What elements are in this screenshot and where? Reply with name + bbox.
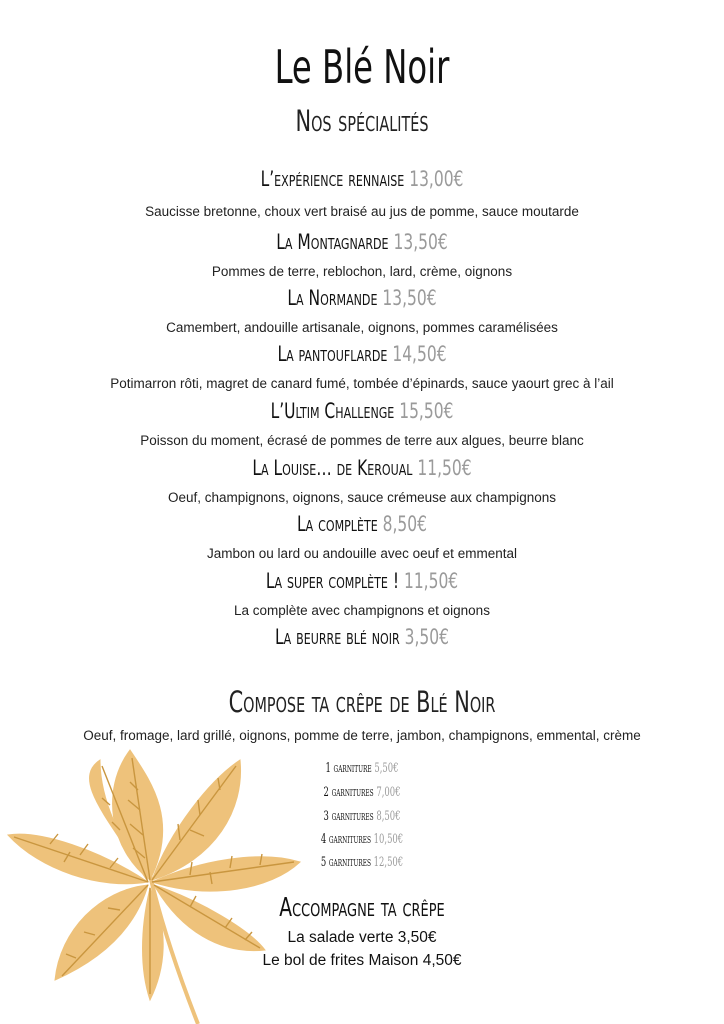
dish-name: La complète 8,50€ xyxy=(297,512,427,536)
garnish-option: 2 garnitures 7,00€ xyxy=(323,785,401,800)
dish-description: Jambon ou lard ou andouille avec oeuf et emmental xyxy=(207,546,517,561)
garnish-option: 5 garnitures 12,50€ xyxy=(320,855,404,870)
dish-name: La Normande 13,50€ xyxy=(287,286,437,310)
dish-name: La Louise… de Keroual 11,50€ xyxy=(252,456,472,480)
sides-heading: Accompagne ta crêpe xyxy=(279,893,445,923)
compose-ingredients: Oeuf, fromage, lard grillé, oignons, pomme de terre, jambon, champignons, emmental, crème xyxy=(83,728,641,743)
dish-description: Poisson du moment, écrasé de pommes de terre aux algues, beurre blanc xyxy=(140,433,584,448)
dish-description: Potimarron rôti, magret de canard fumé, tombée d’épinards, sauce yaourt grec à l’ail xyxy=(110,376,614,391)
dish-description: La complète avec champignons et oignons xyxy=(234,603,490,618)
side-item: La salade verte 3,50€ xyxy=(287,929,437,946)
restaurant-name: Le Blé Noir xyxy=(274,40,450,94)
dish-description: Pommes de terre, reblochon, lard, crème, oignons xyxy=(211,264,513,279)
compose-heading: Compose ta crêpe de Blé Noir xyxy=(228,685,496,719)
dish-name: L’Ultim Challenge 15,50€ xyxy=(270,399,454,423)
dish-name: La beurre blé noir 3,50€ xyxy=(275,625,449,649)
garnish-option: 3 garnitures 8,50€ xyxy=(323,809,401,824)
dish-description: Oeuf, champignons, oignons, sauce crémeuse aux champignons xyxy=(168,490,556,505)
garnish-option: 4 garnitures 10,50€ xyxy=(320,832,404,847)
side-item: Le bol de frites Maison 4,50€ xyxy=(262,952,462,969)
dish-name: L’expérience rennaise 13,00€ xyxy=(260,167,464,191)
dish-name: La super complète ! 11,50€ xyxy=(265,569,459,593)
dish-name: La Montagnarde 13,50€ xyxy=(276,230,448,254)
dish-name: La pantouflarde 14,50€ xyxy=(277,342,447,366)
dish-description: Camembert, andouille artisanale, oignons, pommes caramélisées xyxy=(166,320,558,335)
dish-description: Saucisse bretonne, choux vert braisé au jus de pomme, sauce moutarde xyxy=(145,204,579,219)
autumn-leaf-icon xyxy=(0,740,310,1024)
specialties-heading: Nos spécialités xyxy=(295,104,429,138)
garnish-option: 1 garniture 5,50€ xyxy=(325,761,399,776)
